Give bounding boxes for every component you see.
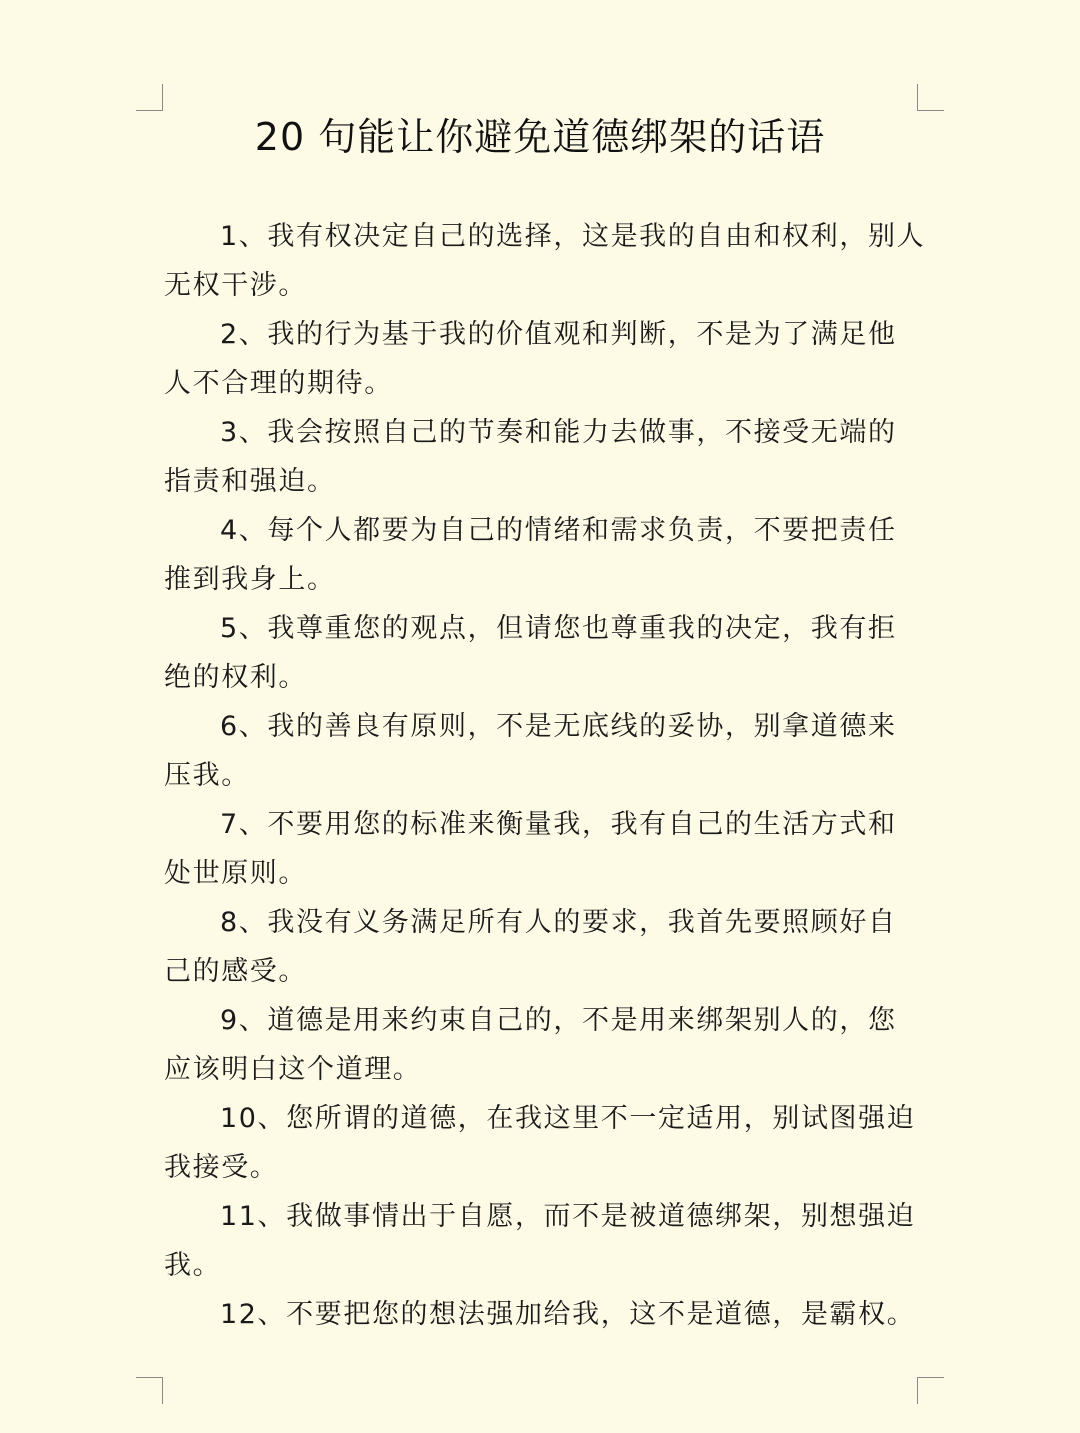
paragraph-4: 4、每个人都要为自己的情绪和需求负责，不要把责任 推到我身上。: [164, 515, 897, 595]
corner-mark-top-right: [917, 84, 944, 111]
paragraph-1: 1、我有权决定自己的选择，这是我的自由和权利，别人 无权干涉。: [164, 221, 926, 301]
document-title: 20 句能让你避免道德绑架的话语: [254, 115, 826, 159]
paragraph-7: 7、不要用您的标准来衡量我，我有自己的生活方式和 处世原则。: [164, 809, 897, 889]
corner-mark-bottom-right: [917, 1377, 944, 1404]
paragraph-5: 5、我尊重您的观点，但请您也尊重我的决定，我有拒 绝的权利。: [164, 613, 897, 693]
paragraph-2: 2、我的行为基于我的价值观和判断，不是为了满足他 人不合理的期待。: [164, 319, 897, 399]
document-body: [164, 212, 934, 1339]
corner-mark-bottom-left: [136, 1377, 163, 1404]
corner-mark-top-left: [136, 84, 163, 111]
paragraph-9: 9、道德是用来约束自己的，不是用来绑架别人的，您 应该明白这个道理。: [164, 1005, 897, 1085]
paragraph-6: 6、我的善良有原则，不是无底线的妥协，别拿道德来 压我。: [164, 711, 897, 791]
paragraph-10: 10、您所谓的道德，在我这里不一定适用，别试图强迫 我接受。: [164, 1103, 916, 1183]
paragraph-8: 8、我没有义务满足所有人的要求，我首先要照顾好自 己的感受。: [164, 907, 897, 987]
paragraph-3: 3、我会按照自己的节奏和能力去做事，不接受无端的 指责和强迫。: [164, 417, 897, 497]
paragraph-12: 12、不要把您的想法强加给我，这不是道德，是霸权。: [220, 1299, 916, 1330]
paragraph-11: 11、我做事情出于自愿，而不是被道德绑架，别想强迫我。: [164, 1201, 916, 1281]
